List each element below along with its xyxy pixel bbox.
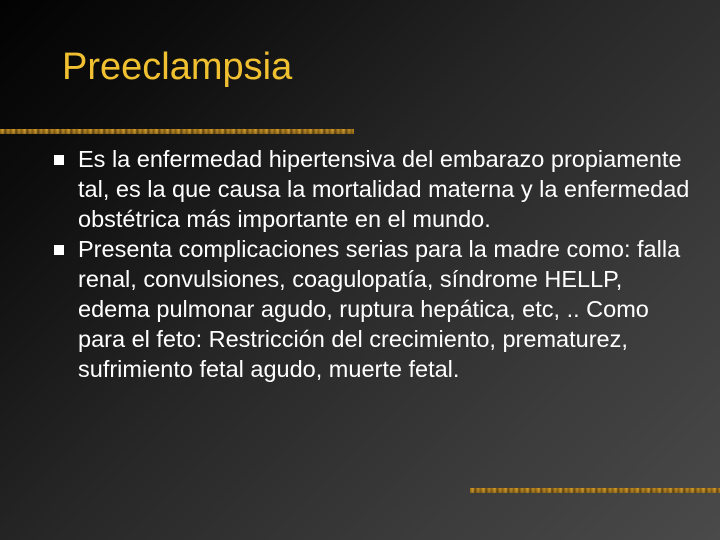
slide-title: Preeclampsia: [62, 46, 293, 88]
bullet-list: [54, 144, 694, 384]
bullet-text: Es la enfermedad hipertensiva del embarazo propiamente tal, es la que causa la mortalidad materna y la enfermedad obstétrica más importante en el mundo.: [78, 146, 690, 232]
bullet-item: [54, 144, 694, 234]
square-bullet-icon: [54, 245, 64, 255]
square-bullet-icon: [54, 155, 64, 165]
title-divider: [0, 129, 354, 134]
footer-divider: [470, 488, 720, 493]
bullet-text: Presenta complicaciones serias para la madre como: falla renal, convulsiones, coagulopatía, síndrome HELLP, edema pulmonar agudo, ruptura hepática, etc, .. Como para el feto: Restricción del crecimiento, prematurez, sufrimiento fetal agudo, muerte fetal.: [78, 236, 681, 382]
bullet-item: [54, 234, 694, 384]
